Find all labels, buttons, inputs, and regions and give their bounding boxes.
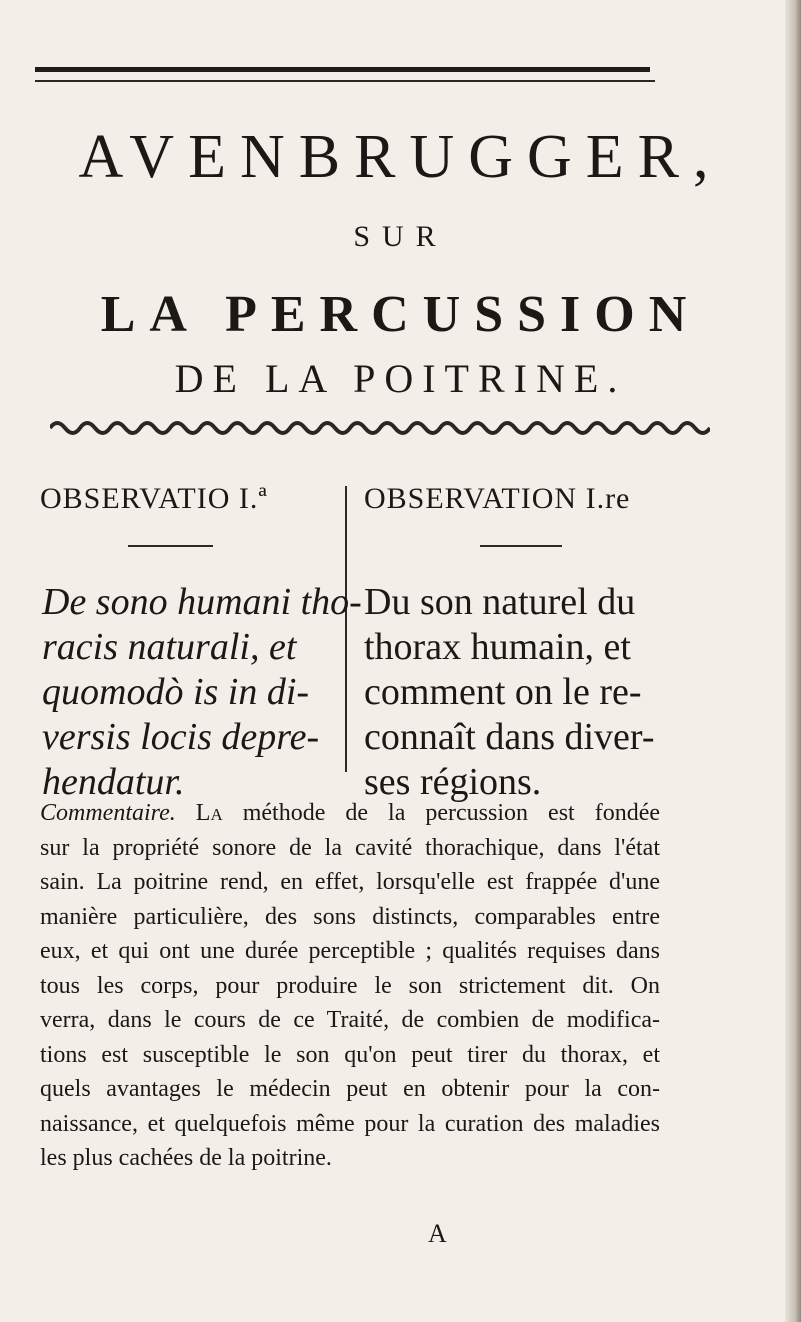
french-line: connaît dans diver- bbox=[364, 716, 655, 758]
commentary-paragraph bbox=[40, 796, 660, 1176]
latin-line: quomodò is in di- bbox=[42, 671, 310, 713]
commentary-line: sain. La poitrine rend, en effet, lorsqu'elle est frappée d'une bbox=[40, 869, 660, 895]
french-heading: OBSERVATION I.re bbox=[364, 482, 631, 515]
latin-heading-rule bbox=[128, 545, 213, 547]
french-column bbox=[364, 580, 654, 805]
title-author: AVENBRUGGER, bbox=[78, 123, 723, 191]
french-line: thorax humain, et bbox=[364, 626, 631, 668]
title-preposition: SUR bbox=[353, 220, 448, 253]
latin-column bbox=[42, 580, 362, 805]
commentary-line: les plus cachées de la poitrine. bbox=[40, 1145, 332, 1171]
french-line: comment on le re- bbox=[364, 671, 642, 713]
header-rule-thin bbox=[35, 80, 655, 82]
title-subject-end: DE LA POITRINE. bbox=[174, 356, 627, 401]
commentary-line: tions est susceptible le son qu'on peut tirer du thorax, et bbox=[40, 1041, 660, 1068]
signature-mark: A bbox=[428, 1219, 447, 1248]
commentary-lead-word: La bbox=[195, 800, 223, 826]
latin-line: hendatur. bbox=[42, 761, 185, 803]
latin-heading: OBSERVATIO I.ª bbox=[40, 482, 268, 515]
latin-line: versis locis depre- bbox=[42, 716, 320, 758]
ornamental-rule bbox=[50, 418, 710, 438]
french-line: Du son naturel du bbox=[364, 581, 636, 623]
commentary-line: verra, dans le cours de ce Traité, de combien de modifica- bbox=[40, 1007, 660, 1033]
latin-line: racis naturali, et bbox=[42, 626, 297, 668]
commentary-line: naissance, et quelquefois même pour la curation des maladies bbox=[40, 1110, 660, 1137]
header-rule-thick bbox=[35, 67, 650, 72]
commentary-line: eux, et qui ont une durée perceptible ; qualités requises dans bbox=[40, 938, 660, 964]
page-edge-shadow bbox=[785, 0, 801, 1322]
commentary-line: quels avantages le médecin peut en obtenir pour la con- bbox=[40, 1076, 660, 1102]
title-subject: LA PERCUSSION bbox=[100, 286, 701, 343]
commentary-line: tous les corps, pour produire le son strictement dit. On bbox=[40, 972, 660, 999]
french-line: ses régions. bbox=[364, 761, 542, 803]
commentary-line: sur la propriété sonore de la cavité thorachique, dans l'état bbox=[40, 834, 660, 861]
commentary-label: Commentaire. bbox=[40, 800, 176, 826]
commentary-line: manière particulière, des sons distincts, comparables entre bbox=[40, 903, 660, 930]
commentary-line: Commentaire. La méthode de la percussion est fondée bbox=[40, 800, 661, 826]
french-heading-rule bbox=[480, 545, 562, 547]
latin-line: De sono humani tho- bbox=[42, 581, 362, 623]
